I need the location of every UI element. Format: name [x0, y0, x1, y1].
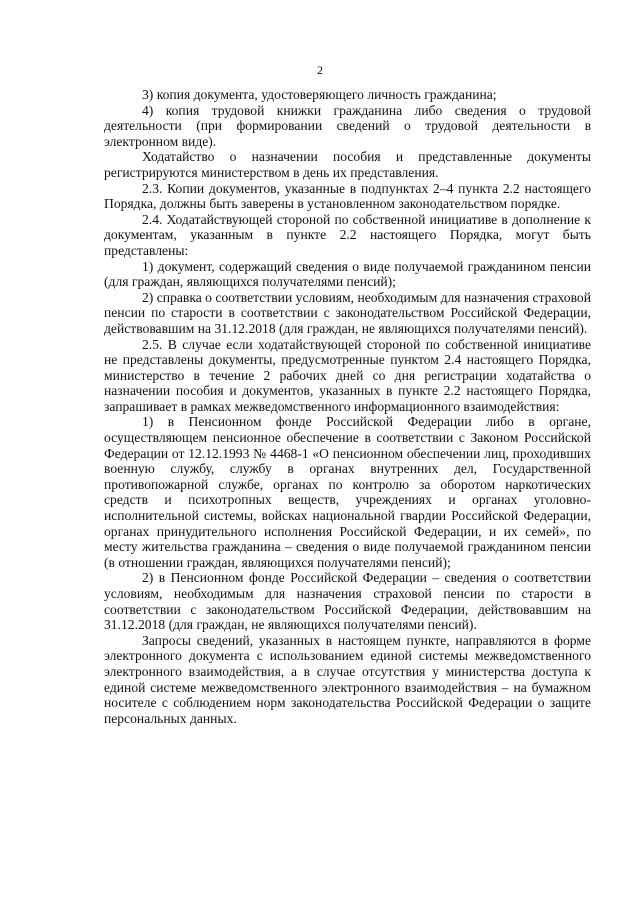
paragraph-2-3: 2.3. Копии документов, указанные в подпунктах 2–4 пункта 2.2 настоящего Порядка, должны быть заверены в установленном законодательством порядке.: [104, 180, 591, 212]
paragraph-requests: Запросы сведений, указанных в настоящем пункте, направляются в форме электронного документа с использованием единой системы межведомственного электронного взаимодействия, а в случае отсутствия у министерства доступа к единой системе межведомственного электронного взаимодействия – на бумажном носителе с соблюдением норм законодательства Российской Федерации о защите персональных данных.: [104, 632, 591, 726]
paragraph-registration: Ходатайство о назначении пособия и представленные документы регистрируются министерством в день их представления.: [104, 149, 591, 180]
paragraph-item-4-work-record: 4) копия трудовой книжки гражданина либо сведения о трудовой деятельности (при формировании сведений о трудовой деятельности в электронном виде).: [104, 102, 591, 149]
paragraph-2-4-item-1: 1) документ, содержащий сведения о виде получаемой гражданином пенсии (для граждан, являющихся получателями пенсий);: [104, 258, 591, 290]
page-number: 2: [317, 63, 323, 77]
paragraph-2-5: 2.5. В случае если ходатайствующей стороной по собственной инициативе не представлены документы, предусмотренные пунктом 2.4 настоящего Порядка, министерство в течение 2 рабочих дней со дня регистрации ходатайства о назначении пособия и документов, указанных в пункте 2.2 настоящего Порядка, запрашивает в рамках межведомственного информационного взаимодействия:: [104, 336, 591, 414]
paragraph-2-4-item-2: 2) справка о соответствии условиям, необходимым для назначения страховой пенсии по старости в соответствии с законодательством Российской Федерации, действовавшим на 31.12.2018 (для граждан, не являющихся получателями пенсий).: [104, 289, 591, 336]
paragraph-2-5-item-1: 1) в Пенсионном фонде Российской Федерации либо в органе, осуществляющем пенсионное обеспечение в соответствии с Законом Российской Федерации от 12.12.1993 № 4468-1 «О пенсионном обеспечении лиц, проходивших военную службу, службу в органах внутренних дел, Государственной противопожарной службе, органах по контролю за оборотом наркотических средств и психотропных веществ, учреждениях и органах уголовно-исполнительной системы, войсках национальной гвардии Российской Федерации, органах принудительного исполнения Российской Федерации, и их семей», по месту жительства гражданина – сведения о виде получаемой гражданином пенсии (в отношении граждан, являющихся получателями пенсий);: [104, 414, 591, 570]
paragraph-item-3-passport-copy: 3) копия документа, удостоверяющего личность гражданина;: [142, 87, 497, 102]
paragraph-2-5-item-2: 2) в Пенсионном фонде Российской Федерации – сведения о соответствии условиям, необходимым для назначения страховой пенсии по старости в соответствии с законодательством Российской Федерации, действовавшим на 31.12.2018 (для граждан, не являющихся получателями пенсий).: [104, 570, 591, 633]
document-body: [104, 87, 591, 726]
paragraph-2-4: 2.4. Ходатайствующей стороной по собственной инициативе в дополнение к документам, указанным в пункте 2.2 настоящего Порядка, могут быть представлены:: [104, 211, 591, 258]
